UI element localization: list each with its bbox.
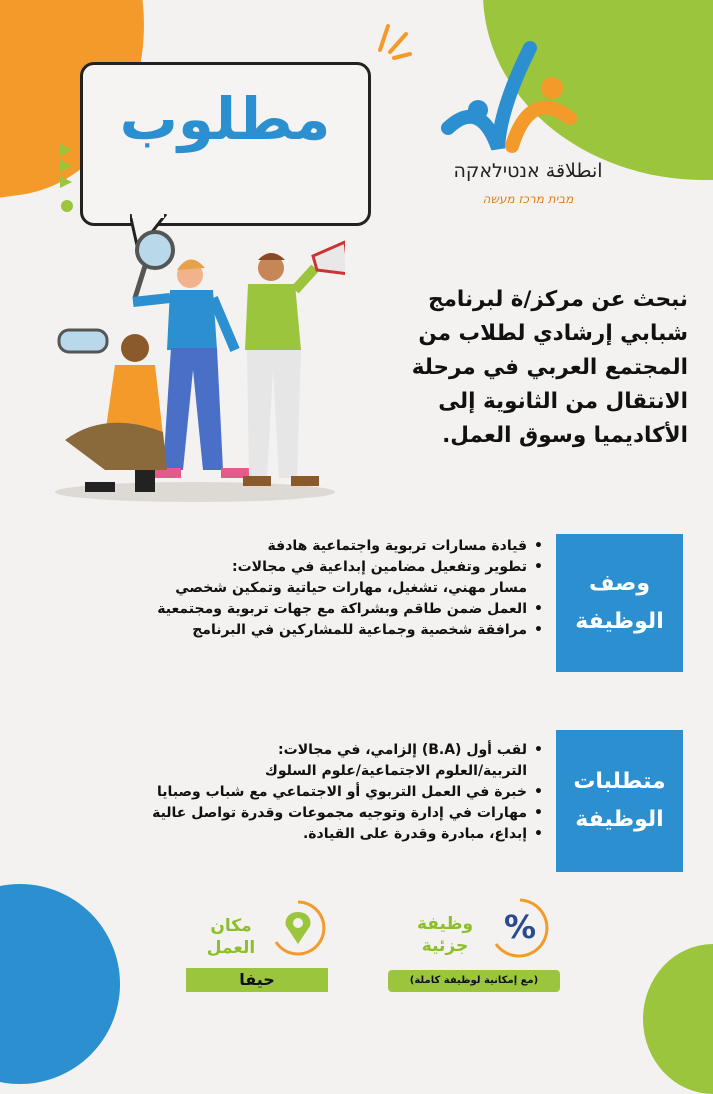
list-item: • خبرة في العمل التربوي أو الاجتماعي مع شباب وصبايا: [98, 782, 543, 803]
list-item: • قيادة مسارات تربوية واجتماعية هادفة: [98, 536, 543, 557]
intro-line: نبحث عن مركز/ة لبرنامج: [428, 287, 688, 312]
intro-line: شبابي إرشادي لطلاب من: [418, 321, 688, 346]
list-item: • إبداع، مبادرة وقدرة على القيادة.: [98, 824, 543, 845]
intro-line: الأكاديميا وسوق العمل.: [442, 423, 688, 448]
people-illustration: [45, 220, 345, 510]
place-line: مكان: [210, 916, 252, 936]
intro-line: المجتمع العربي في مرحلة: [411, 355, 688, 380]
job-type-note: (مع إمكانية لوظيفة كاملة): [388, 970, 560, 992]
heading-line: الوظيفة: [575, 807, 664, 832]
job-description-heading: [556, 534, 683, 672]
list-item: • لقب أول (B.A) إلزامي، في مجالات:: [98, 740, 543, 761]
logo-tagline: מבית מרכז מעשה: [482, 192, 574, 206]
list-item: • مرافقة شخصية وجماعية للمشاركين في البرنامج: [98, 620, 543, 641]
list-item: التربية/العلوم الاجتماعية/علوم السلوك: [264, 763, 527, 779]
job-description-list: [98, 536, 543, 641]
job-type-line: وظيفة: [416, 914, 474, 934]
decor-green-blob-bottom: [643, 944, 713, 1094]
city-value: حيفا: [186, 968, 328, 992]
logo-icon: [440, 28, 590, 158]
place-line: العمل: [206, 938, 256, 958]
rays-icon: [372, 20, 412, 60]
job-type-line: جزئية: [421, 936, 469, 956]
location-pin-icon: [268, 898, 328, 960]
list-item: • العمل ضمن طاقم وبشراكة مع جهات تربوية ومجتمعية: [98, 599, 543, 620]
place-label: [196, 915, 266, 959]
decor-blue-blob: [0, 884, 120, 1084]
list-item: • مهارات في إدارة وتوجيه مجموعات وقدرة تواصل عالية: [98, 803, 543, 824]
heading-line: متطلبات: [573, 769, 666, 794]
job-requirements-heading: [556, 730, 683, 872]
intro-text: [340, 283, 688, 453]
job-requirements-list: [98, 740, 543, 845]
heading-line: الوظيفة: [575, 609, 664, 634]
heading-line: وصف: [588, 571, 651, 596]
list-item: • تطوير وتفعيل مضامين إبداعية في مجالات:: [98, 557, 543, 578]
percent-symbol: %: [503, 908, 537, 946]
intro-line: الانتقال من الثانوية إلى: [438, 389, 688, 414]
logo-name: انطلاقة אנטילאקה: [453, 160, 603, 182]
page-title: مطلوب: [119, 85, 331, 153]
list-item: مسار مهني، تشغيل، مهارات حياتية وتمكين شخصي: [175, 580, 527, 596]
job-type-label: [410, 913, 480, 957]
